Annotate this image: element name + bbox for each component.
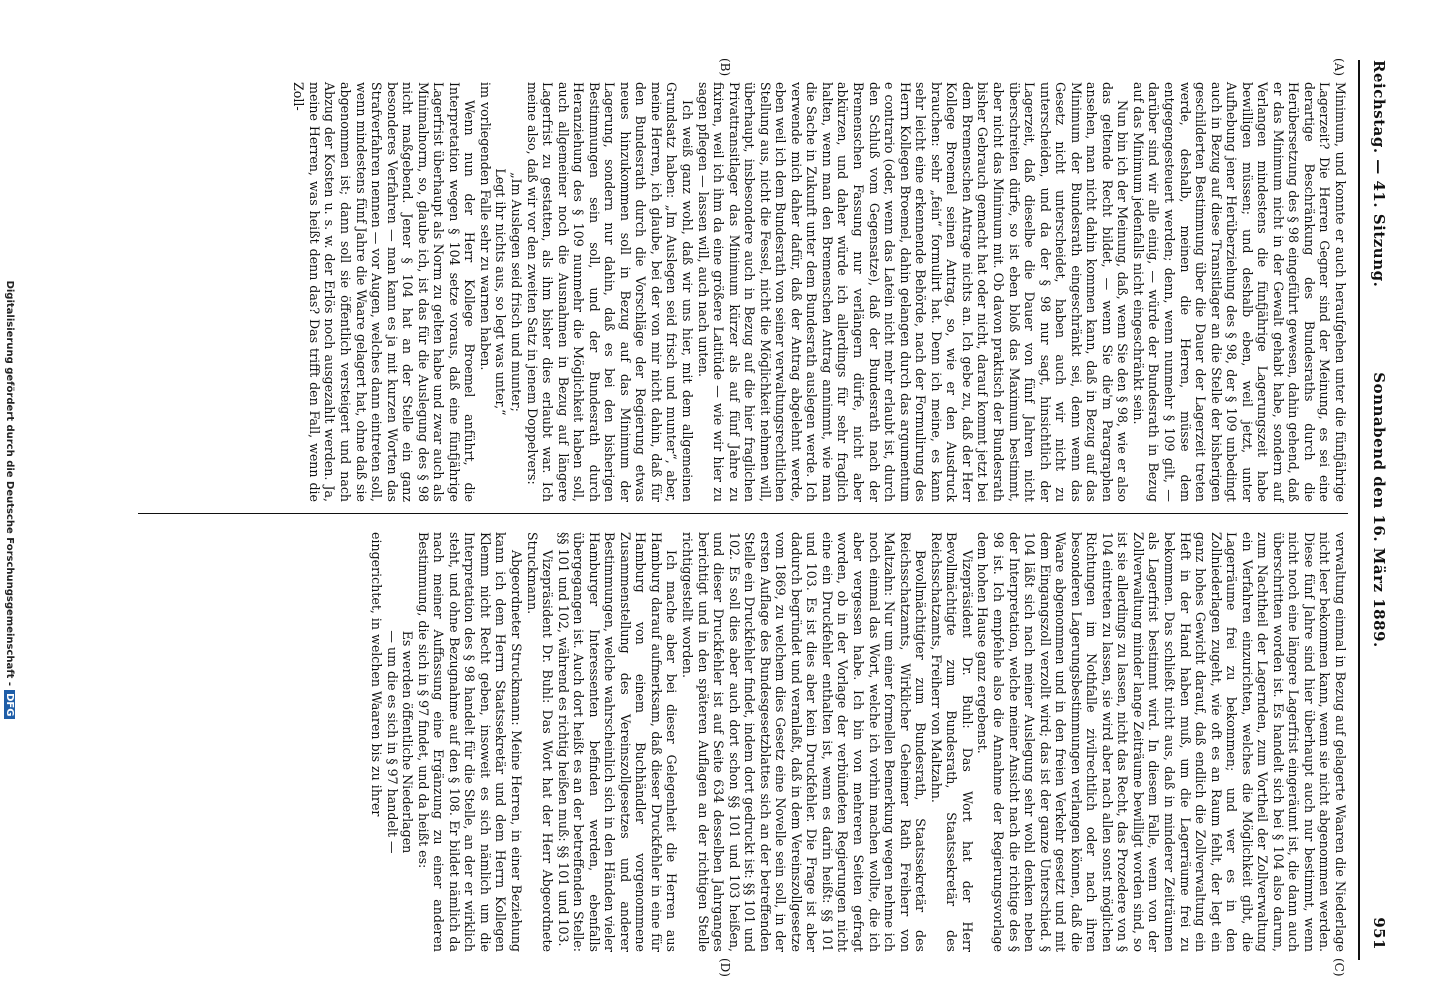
left-column	[291, 82, 1348, 502]
quote-line: Es werden öffentliche Niederlagen	[400, 630, 416, 854]
digitization-credit	[4, 0, 15, 1000]
paragraph: eingerichtet, in welchen Waaren bis zu ihrer	[369, 532, 385, 817]
speaker-paragraph: Abgeordneter Struckmann: Meine Herren, in einer Beziehung kann ich dem Herrn Staatssekretär und dem Herrn Kollegen Klemm nicht Recht geben, insoweit es sich nämlich um die Interpretation des § 98 handelt für die Stelle, an der er wirklich steht, und ohne Bezugnahme auf den § 108. Er bildet nämlich da nach meiner Auffassung eine Ergänzung zu einer anderen Bestimmung, die sich in § 97 findet, und da heißt es:	[415, 532, 525, 952]
header-date: Sonnabend den 16. März 1889.	[1370, 372, 1388, 648]
column-divider	[138, 513, 1348, 514]
margin-mark-a: (A)	[1332, 58, 1346, 77]
speaker-paragraph: Bevollmächtigter zum Bundesrath, Staatssekretär des Reichsschatzamts, Wirklicher Geheimer Rath Freiherr von Maltzahn: Nur um einer formellen Bemerkung wegen nehme ich noch einmal das Wort, welche ich vorhin machen wollte, die ich aber vergessen habe. Ich bin von mehreren Seiten gefragt worden, ob in der Vorlage der verbündeten Regierungen nicht eine ein Druckfehler enthalten ist, wenn es darin heißt: §§ 101 und 103. Es ist dies aber kein Druckfehler. Die Frage ist aber dadurch begründet und veranlaßt, daß in dem Vereinszollgesetze vom 1869, zu welchem dies Gesetz eine Novelle sein soll, in der ersten Auflage des Bundesgesetzblattes sich an der betreffenden Stelle ein Druckfehler findet, indem dort gedruckt ist: §§ 101 und 102. Es soll dies aber auch dort schon §§ 101 und 103 heißen, und dieser Druckfehler ist auf Seite 634 desselben Jahrganges berichtigt und in den späteren Auflagen an der richtigen Stelle richtiggestellt worden.	[680, 532, 929, 952]
paragraph: Wenn nun der Herr Kollege Broemel anführt, die Interpretation wegen § 104 setze voraus, daß eine fünfjährige Lagerfrist überhaupt als Norm zu gelten habe und zwar auch als Minimalnorm, so, glaube ich, ist das für die Auslegung des § 98 nicht maßgebend. Jener § 104 hat an der Stelle ein ganz besonderes Verfahren — man kann es ja mit kurzen Worten das Strafverfahren nennen — vor Augen, welches dann eintreten soll, wenn mindestens fünf Jahre die Waare gelagert hat, ohne daß sie abgenommen ist; dann soll sie öffentlich versteigert und nach Abzug der Kosten u. s. w. der Erlös noch ausgezahlt werden. Ja, meine Herren, was heißt denn das? Das trifft den Fall, wenn die Zoll-	[291, 82, 478, 502]
quote-line: „Im Auslegen seid frisch und munter;	[509, 172, 525, 412]
paragraph: Ich weiß ganz wohl, daß wir uns hier, mit dem allgemeinen Grundsatz haben: „Im Auslegen seid frisch und munter“, aber, meine Herren, ich glaube, bei der von mir nicht dahin, daß für den Bundesrath durch die Vorschläge der Regierung etwas neues hinzukommen soll in Bezug auf das Minimum der Lagerung, sondern nur dahin, daß es bei den bisherigen Bestimmungen sein soll, und der Bundesrath durch Heranziehung des § 109 nunmehr die Möglichkeit haben soll, auch allgemeiner noch die Ausnahmen in Bezug auf längere Lagerfrist zu gestatten, als ihm bisher dies erlaubt war. Ich meine also, daß wir vor den zweiten Satz in jenem Doppelvers:	[524, 82, 696, 502]
header-left: Reichstag. — 41. Sitzung.	[1370, 60, 1388, 288]
speaker-paragraph: Vizepräsident Dr. Buhl: Das Wort hat der Herr Bevollmächtigte zum Bundesrath, Staatssekretär des Reichsschatzamts, Freiherr von Maltzahn.	[928, 532, 975, 952]
credit-text: Digitalisierung gefördert durch die Deutsche Forschungsgemeinschaft -	[4, 280, 15, 687]
paragraph: Ich mache aber bei dieser Gelegenheit die Herren aus Hamburg darauf aufmerksam, daß dieser Druckfehler in eine für Hamburg von einem Buchhändler vorgenommene Zusammenstellung des Vereinszollgesetzes und anderer Bestimmungen, welche wahrscheinlich sich in den Händen vieler Hamburger Interessenten befinden werden, ebenfalls übergegangen ist. Auch dort heißt es an der betreffenden Stelle: §§ 101 und 102, während es richtig heißen muß: §§ 101 und 103.	[555, 532, 680, 952]
page-header	[1364, 60, 1394, 960]
quote-line: — um die es sich in § 97 handelt —	[384, 630, 400, 854]
speaker-paragraph: Vizepräsident Dr. Buhl: Das Wort hat der Herr Abgeordnete Struckmann.	[524, 532, 556, 952]
dfg-logo: DFG	[4, 690, 15, 719]
right-column	[369, 532, 1348, 952]
header-rule	[1358, 60, 1360, 960]
quote-line: Legt ihr nichts aus, so legt was unter,“	[493, 168, 509, 416]
page-number: 951	[1370, 917, 1388, 950]
paragraph: im vorliegenden Falle sehr zu warnen haben.	[477, 82, 493, 371]
margin-mark-d: (D)	[718, 958, 732, 977]
margin-mark-b: (B)	[718, 58, 732, 77]
paragraph: Nun bin ich der Meinung, daß, wenn Sie den § 98, wie er also das geltende Recht bildet, — wenn Sie die'm Paragraphen ansehen, man nicht dahin kommen kann, daß in Bezug auf das Minimum der Bundesrath eingeschränkt sei, denn wenn das Gesetz nicht unterscheidet, haben auch wir nicht zu unterscheiden, und da der § 98 nur sagt, hinsichtlich der Lagerzeit, daß dieselbe die Dauer von fünf Jahren nicht überschreiten dürfe, so ist eben bloß das Maximum bestimmt, aber nicht das Minimum mit. Ob davon praktisch der Bundesrath bisher Gebrauch gemacht hat oder nicht, darauf kommt jetzt bei dem Bremenschen Antrage nichts an. Ich gebe zu, daß der Herr Kollege Broemel seinen Antrag, so, wie er den Ausdruck brauchen: sehr „fein“ formulirt hat. Denn ich meine, es kann sehr leicht eine erkennende Behörde, nach der Formulirung des Herrn Kollegen Broemel, dahin gelangen durch das argumentum e contrario (oder, wenn das Latein nicht mehr erlaubt ist, durch den Schluß vom Gegensatze), daß der Bundesrath nach der Bremenschen Fassung nur verlängern dürfe, nicht aber abkürzen, und daher würde ich allerdings für sehr fraglich halten, wenn man den Bremenschen Antrag annimmt, wie man die Sache in Zukunft unter dem Bundesrath auslegen werde. Ich verwende mich daher dafür, daß der Antrag abgelehnt werde, eben weil ich dem Bundesrath von seiner verwaltungsrechtlichen Stellung aus, nicht die Fessel, nicht die Möglichkeit nehmen will, überhaupt, insbesondere auch in Bezug auf die hier fraglichen Privattransitlager das Minimum kürzer als auf fünf Jahre zu fixiren, weil ich ihm da eine größere Latitüde — wie wir hier zu sagen pflegen — lassen will, auch nach unten.	[695, 82, 1131, 502]
margin-mark-c: (C)	[1332, 958, 1346, 977]
paragraph: verwaltung einmal in Bezug auf gelagerte Waaren die Niederlage nicht leer bekommen kann, wenn sie nicht abgenommen werden. Diese fünf Jahre sind hier überhaupt auch nur bestimmt, wenn nicht noch eine längere Lagerfrist eingeräumt ist, die dann auch überschritten worden ist. Es handelt sich bei § 104 also darum, zum Nachtheil der Lagernden, zum Vortheil der Zollverwaltung ein Verfahren einzurichten, welches die Möglichkeit gibt, die Lagerräume frei zu bekommen; und wer es in den Zollniederlagen zugeht, wie oft es an Raum fehlt, der legt ein ganz hohes Gewicht darauf, daß endlich die Zollverwaltung ein Heft in der Hand haben muß, um die Lagerräume frei zu bekommen. Das schließt nicht aus, daß in minderer Zeiträumen als Lagerfrist bestimmt wird. In diesem Falle, wenn von der Zollverwaltung minder lange Zeiträume bewilligt worden sind, so ist sie allerdings zu lassen, nicht das Recht, das Prozedere von § 104 eintreten zu lassen, sie wird aber nach allen sonst möglichen Richtungen im Nothfalle zivilrechtlich oder nach ihren besonderen Lagerungsbestimmungen verlangen können, daß die Waare abgenommen und in den freien Verkehr gesetzt und mit dem Eingangszoll verzollt wird; das ist der ganze Unterschied. § 104 läßt sich nach meiner Auslegung sehr wohl denken neben der Interpretation, welche meiner Ansicht nach die richtige des § 98 ist. Ich empfehle also die Annahme der Regierungsvorlage dem hohen Hause ganz ergebenst.	[975, 532, 1348, 953]
paragraph: Minimum, und konnte er auch heraufgehen unter die fünfjährige Lagerzeit? Die Herren Gegner sind der Meinung, es sei eine derartige Beschränkung des Bundesraths durch die Herübersetzung des § 98 eingeführt gewesen, dahin gehend, daß er das Minimum nicht in der Gewalt gehabt habe, sondern auf Verlangen mindestens die fünfjährige Lagerungszeit habe bewilligen müssen; und deshalb eben, weil jetzt, unter Aufhebung jener Herüberziehung des § 98, der § 109 unbedingt auch in Bezug auf diese Transitlager an die Stelle der bisherigen geschilderten Bestimmung über die Dauer der Lagerzeit treten werde, deshalb, meinen die Herren, müsse dem entgegengesteuert werden; denn, wenn nunmehr § 109 gilt, — darüber sind wir alle einig, — würde der Bundesrath in Bezug auf das Minimum jedenfalls nicht eingeschränkt sein.	[1130, 82, 1348, 502]
